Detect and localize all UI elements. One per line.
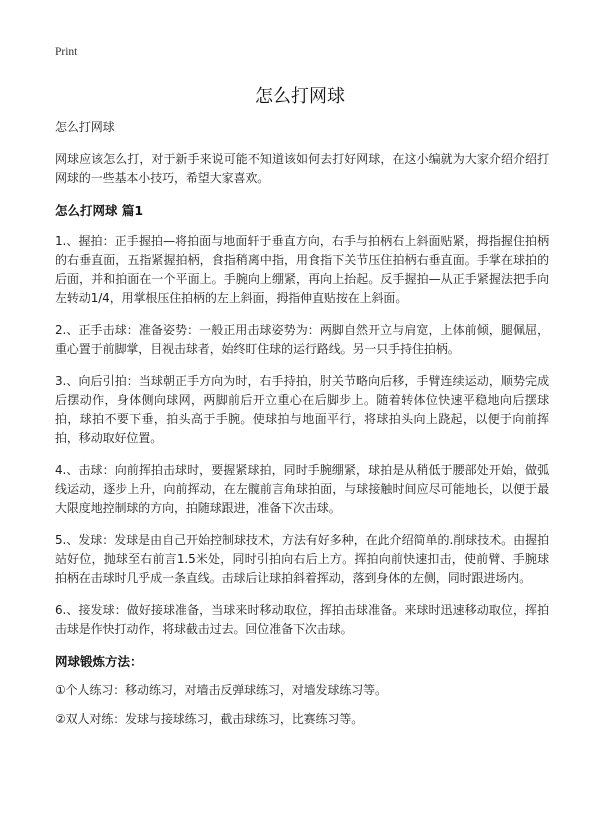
paragraph-serve: 5.、发球：发球是由自己开始控制球技术，方法有好多种，在此介绍简单的.削球技术。由握拍站好位，抛球至右前言1.5米处，同时引拍向右后上方。挥拍向前快速扣击，使前臂、手腕球拍柄在击球时几乎成一条直线。击球后让球拍斜着挥动，落到身体的左侧，同时跟进场内。 [55, 533, 549, 585]
paragraph-backswing: 3.、向后引拍：当球朝正手方向为时，右手持拍，肘关节略向后移，手臂连续运动，顺势完成后摆动作，身体侧向球网，两脚前后开立重心在后脚步上。随着转体位快速平稳地向后摆球拍，球拍不要下垂，拍头高于手腕。使球拍与地面平行，将球拍头向上跷起，以便于向前挥拍，移动取好位置。 [55, 374, 549, 445]
paragraph-forehand: 2.、正手击球：准备姿势：一般正用击球姿势为：两脚自然开立与肩宽，上体前倾，腿佩屈，重心置于前脚掌，目视击球者，始终盯住球的运行路线。另一只手持住拍柄。 [55, 323, 549, 356]
paragraph-return: 6.、接发球：做好接球准备，当球来时移动取位，挥拍击球准备。来球时迅速移动取位，挥拍击球是作快打动作，将球截击过去。回位准备下次击球。 [55, 603, 549, 636]
paragraph-hitting: 4.、击球：向前挥拍击球时，要握紧球拍，同时手腕绷紧，球拍是从稍低于腰部处开始，做弧线运动，逐步上升，向前挥动，在左髋前言角球拍面，与球接触时间应尽可能地长，以便于最大限度地控制球的方向，拍随球跟进，准备下次击球。 [55, 463, 549, 515]
intro-paragraph: 网球应该怎么打，对于新手来说可能不知道该如何去打好网球，在这小编就为大家介绍介绍打网球的一些基本小技巧，希望大家喜欢。 [55, 152, 549, 185]
method-item-pair: ②双人对练：发球与接球练习，截击球练习，比赛练习等。 [55, 712, 364, 726]
paragraph-grip: 1.、握拍：正手握拍—将拍面与地面轩于垂直方向，右手与拍柄右上斜面贴紧，拇指握住拍柄的右垂直面，五指紧握拍柄，食指稍离中指，用食指下关节压住拍柄右垂直面。手掌在球拍的后面，并和拍面在一个平面上。手腕向上绷紧，再向上抬起。反手握拍—从正手紧握法把手向左转动1/4，用掌根压住拍柄的左上斜面，拇指伸直贴按在上斜面。 [55, 234, 549, 305]
methods-heading: 网球锻炼方法： [55, 654, 143, 669]
document-title: 怎么打网球 [255, 86, 345, 107]
section-heading: 怎么打网球 篇1 [55, 203, 144, 218]
method-item-solo: ①个人练习：移动练习，对墙击反弹球练习，对墙发球练习等。 [55, 683, 387, 697]
print-link[interactable]: Print [55, 46, 78, 58]
article-body [55, 118, 549, 739]
article-subtitle: 怎么打网球 [55, 120, 115, 134]
